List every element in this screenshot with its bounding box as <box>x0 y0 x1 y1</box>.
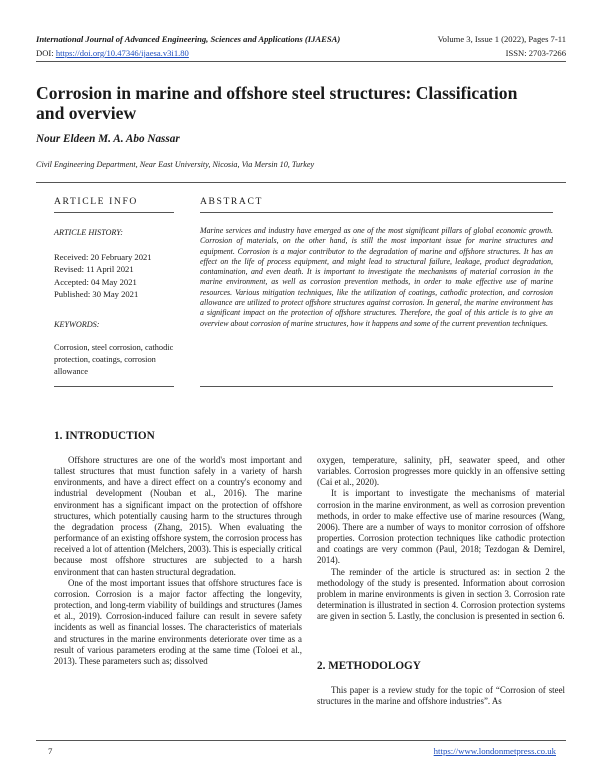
abstract-rule <box>200 212 553 213</box>
methodology-heading: 2. METHODOLOGY <box>317 660 421 672</box>
intro-paragraph-4: The reminder of the article is structured as: in section 2 the methodology of the study is presented. Information about corrosion problem in marine environments is given in section 3. Corrosion rate determination is illustrated in section 4. Corrosion protection systems are given in section 5. Lastly, the conclusion is presented in section 6. <box>317 566 565 622</box>
abstract-heading: ABSTRACT <box>200 196 263 207</box>
header-rule <box>36 61 566 62</box>
history-accepted: Accepted: 04 May 2021 <box>54 276 137 287</box>
history-label: ARTICLE HISTORY: <box>54 228 123 237</box>
history-published: Published: 30 May 2021 <box>54 288 139 299</box>
affiliation-rule <box>36 182 566 183</box>
keywords-label: KEYWORDS: <box>54 320 100 329</box>
intro-right-column <box>317 455 565 622</box>
paper-title: Corrosion in marine and offshore steel structures: Classification and overview <box>36 83 518 123</box>
doi-label: DOI: <box>36 48 56 58</box>
keywords-rule <box>54 386 174 387</box>
history-received: Received: 20 February 2021 <box>54 252 152 262</box>
abstract-bottom-rule <box>200 386 553 387</box>
publisher-link[interactable]: https://www.londonmetpress.co.uk <box>433 746 556 756</box>
intro-paragraph-2: One of the most important issues that offshore structures face is corrosion. Corrosion is a major factor affecting the longevity, protection, and long-term viability of buildings and structures (James et al., 2019). Corrosion-induced failure can result in severe safety incidents as well as financial losses. The characteristics of materials and structures in the marine environments deteriorate over time as a result of various parameters eroding at the same time (Toloei et al., 2013). These parameters such as; dissolved <box>54 577 302 666</box>
intro-left-column <box>54 455 302 667</box>
intro-paragraph-3: It is important to investigate the mechanisms of material corrosion in the marine environment, as well as corrosion prevention methods, in order to make effective use of marine resources (Wang, 2006). There are a number of ways to monitor corrosion of offshore properties. Corrosion protection techniques like cathodic protection and coatings are very common (Paul, 2018; Tezdogan & Demirel, 2014). <box>317 488 565 566</box>
page-number: 7 <box>48 746 53 756</box>
author-name: Nour Eldeen M. A. Abo Nassar <box>36 133 180 145</box>
intro-heading: 1. INTRODUCTION <box>54 430 155 442</box>
intro-paragraph-continued: oxygen, temperature, salinity, pH, seawater speed, and other variables. Corrosion progresses more quickly in an offensive setting (Cai et al., 2020). <box>317 455 565 488</box>
journal-name: International Journal of Advanced Engineering, Sciences and Applications (IJAESA) <box>36 34 341 44</box>
doi-link[interactable]: https://doi.org/10.47346/ijaesa.v3i1.80 <box>55 48 189 58</box>
intro-paragraph-1: Offshore structures are one of the world's most important and tallest structures that must function safely in a variety of harsh environments, and have a direct effect on a country's economy and industrial development (Nouban et al., 2016). The marine environment has a significant impact on the protection of offshore structures, which potentially causing harm to the structures through the degradation process (Zhang, 2015). When evaluating the performance of an existing offshore system, the corrosion process has received a lot of attention (Melchers, 2003). This is especially critical because most offshore structures are subjected to a harsh environment that can hasten structural degradation. <box>54 455 302 577</box>
article-history <box>54 251 152 300</box>
article-info-rule <box>54 212 174 213</box>
article-info-heading: ARTICLE INFO <box>54 196 138 207</box>
affiliation: Civil Engineering Department, Near East University, Nicosia, Via Mersin 10, Turkey <box>36 160 315 169</box>
history-revised: Revised: 11 April 2021 <box>54 264 134 275</box>
volume-info: Volume 3, Issue 1 (2022), Pages 7-11 <box>437 34 566 44</box>
methodology-column <box>317 685 565 707</box>
issn: ISSN: 2703-7266 <box>505 48 566 58</box>
footer-rule <box>36 740 566 741</box>
keywords: Corrosion, steel corrosion, cathodic protection, coatings, corrosion allowance <box>54 343 174 376</box>
doi-row <box>36 48 566 59</box>
journal-header <box>36 34 566 45</box>
abstract-text: Marine services and industry have emerged as one of the most significant pillars of global economic growth. Corrosion of materials, on the other hand, is still the most important issue for marine structures and equipment. Corrosion is a major contributor to the degradation of marine and offshore structures. It has an effect on the life of process equipment, and might lead to structural failure, leakage, product degradation, contamination, and even death. It is important to investigate the mechanisms of material corrosion in the marine environment, as well as corrosion prevention methods, in order to make effective use of marine resources. Various mitigation techniques, like the utilization of coatings, cathodic protection, and corrosion allowance are utilized to protect offshore structures against corrosion. In general, the marine environment has a significant impact on the protection of offshore structures. Therefore, the goal of this article is to give an overview about corrosion of marine structures, how it happens and some of the current prevention techniques. <box>200 226 553 328</box>
methodology-paragraph: This paper is a review study for the topic of “Corrosion of steel structures in the marine and offshore industries”. As <box>317 685 565 707</box>
